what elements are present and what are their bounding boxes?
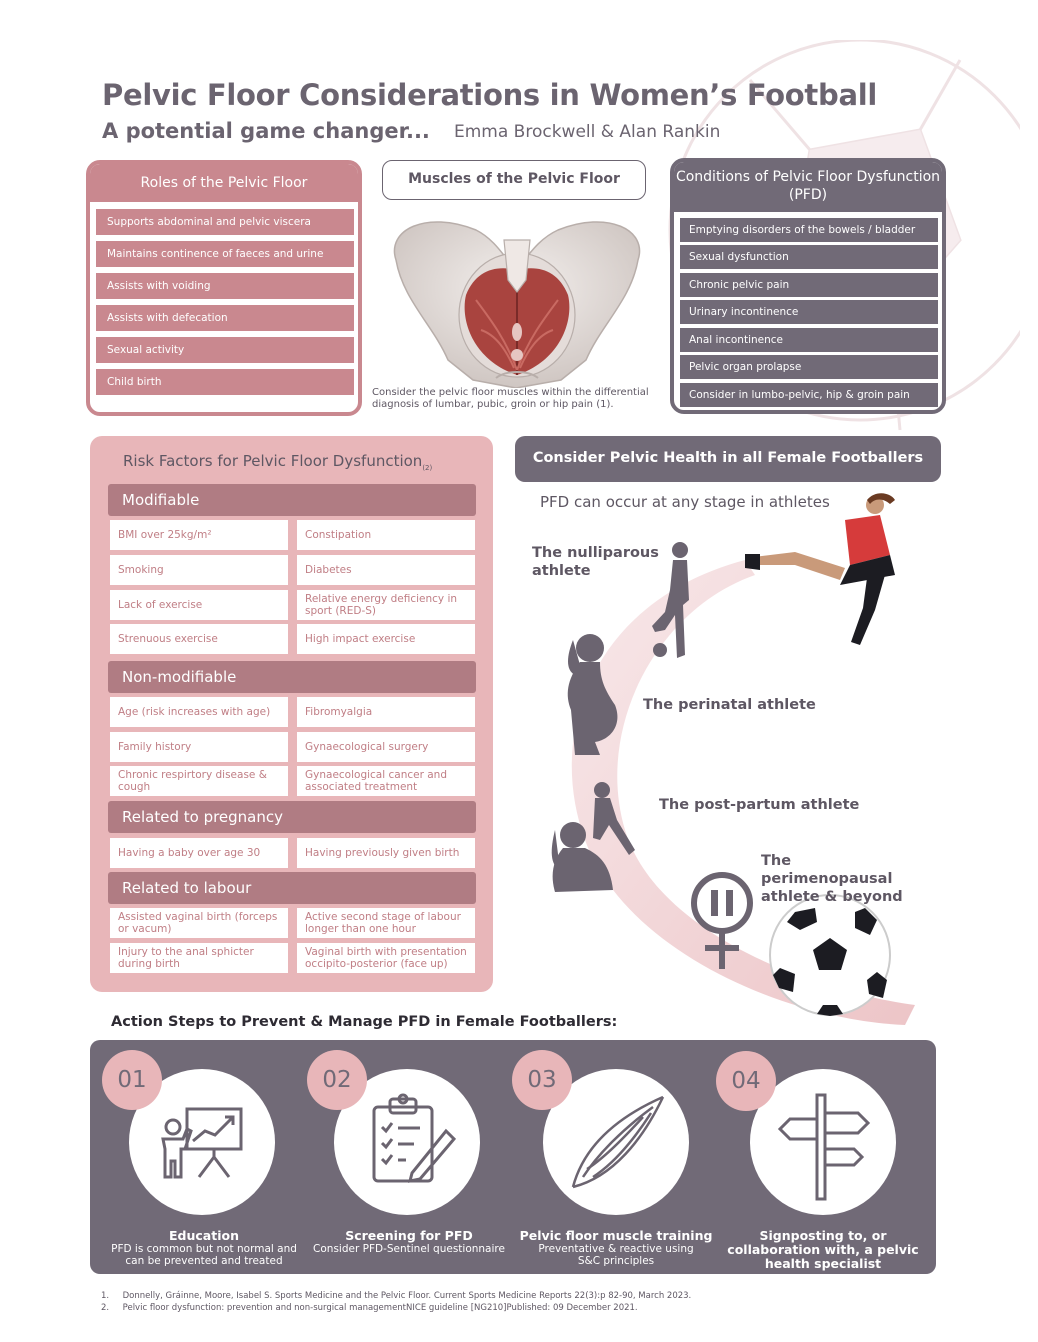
reference-2 xyxy=(101,1303,638,1313)
risk-category-non-modifiable: Non-modifiable xyxy=(108,661,476,693)
risk-factor-cell: Constipation xyxy=(297,520,475,550)
step-1-label: Education xyxy=(169,1228,239,1243)
risk-factor-cell: BMI over 25kg/m² xyxy=(110,520,288,550)
conditions-item: Sexual dysfunction xyxy=(680,245,938,269)
risk-factor-cell: Active second stage of labour longer than one hour xyxy=(297,908,475,938)
action-steps-title: Action Steps to Prevent & Manage PFD in Female Footballers: xyxy=(111,1014,618,1030)
consider-intro: PFD can occur at any stage in athletes xyxy=(540,493,830,511)
conditions-heading: Conditions of Pelvic Floor Dysfunction (PFD) xyxy=(674,162,942,212)
reference-2-text: Pelvic floor dysfunction: prevention and non-surgical managementNICE guideline [NG210]Published: 09 December 2021. xyxy=(122,1303,638,1313)
conditions-item: Anal incontinence xyxy=(680,328,938,352)
roles-item: Sexual activity xyxy=(96,337,354,363)
risk-factors-title xyxy=(123,452,432,472)
conditions-item: Pelvic organ prolapse xyxy=(680,355,938,379)
risk-factor-cell: Gynaecological cancer and associated treatment xyxy=(297,766,475,796)
risk-factor-cell: Gynaecological surgery xyxy=(297,732,475,762)
action-steps-panel xyxy=(90,1040,936,1274)
step-2-number: 02 xyxy=(307,1050,367,1110)
roles-item: Maintains continence of faeces and urine xyxy=(96,241,354,267)
consider-heading: Consider Pelvic Health in all Female Footballers xyxy=(515,436,941,482)
step-4-number: 04 xyxy=(716,1051,776,1111)
risk-factor-cell: Chronic respirtory disease & cough xyxy=(110,766,288,796)
muscles-heading: Muscles of the Pelvic Floor xyxy=(382,160,646,200)
step-1-number: 01 xyxy=(102,1050,162,1110)
risk-factor-cell: Smoking xyxy=(110,555,288,585)
football-illustration xyxy=(770,895,890,1016)
step-4-label: Signposting to, or collaboration with, a pelvic health specialist xyxy=(727,1228,919,1271)
conditions-panel xyxy=(670,158,946,414)
conditions-item: Chronic pelvic pain xyxy=(680,273,938,297)
step-3-description: Preventative & reactive using S&C principles xyxy=(538,1243,694,1267)
risk-factor-cell: High impact exercise xyxy=(297,624,475,654)
stage-postpartum: The post-partum athlete xyxy=(659,797,860,813)
risk-factor-cell: Relative energy deficiency in sport (RED-S) xyxy=(297,590,475,620)
authors: Emma Brockwell & Alan Rankin xyxy=(454,122,721,142)
reference-1 xyxy=(101,1291,691,1301)
risk-factor-cell: Lack of exercise xyxy=(110,590,288,620)
risk-factor-cell: Diabetes xyxy=(297,555,475,585)
pelvis-illustration xyxy=(386,210,648,388)
page-title: Pelvic Floor Considerations in Women’s Football xyxy=(102,78,877,112)
risk-factor-cell: Fibromyalgia xyxy=(297,697,475,727)
conditions-item: Urinary incontinence xyxy=(680,300,938,324)
footballer-illustration xyxy=(745,493,895,645)
roles-item: Supports abdominal and pelvic viscera xyxy=(96,209,354,235)
roles-panel xyxy=(86,160,362,416)
conditions-item: Emptying disorders of the bowels / bladder xyxy=(680,218,938,242)
risk-factor-cell: Strenuous exercise xyxy=(110,624,288,654)
risk-factors-ref: (2) xyxy=(422,464,433,472)
roles-item: Assists with defecation xyxy=(96,305,354,331)
muscles-caption: Consider the pelvic floor muscles within the differential diagnosis of lumbar, pubic, groin or hip pain (1). xyxy=(372,387,649,410)
step-1-description: PFD is common but not normal and can be prevented and treated xyxy=(111,1243,297,1267)
reference-2-number: 2. xyxy=(101,1303,110,1313)
step-2-label: Screening for PFD xyxy=(345,1228,473,1243)
roles-item: Assists with voiding xyxy=(96,273,354,299)
risk-factor-cell: Injury to the anal sphicter during birth xyxy=(110,943,288,973)
step-2-description: Consider PFD-Sentinel questionnaire xyxy=(313,1243,505,1255)
roles-heading: Roles of the Pelvic Floor xyxy=(90,164,358,202)
reference-1-text: Donnelly, Gráinne, Moore, Isabel S. Sports Medicine and the Pelvic Floor. Current Sports Medicine Reports 22(3):p 82-90, March 2023. xyxy=(122,1291,692,1301)
page-subtitle: A potential game changer... xyxy=(102,119,430,143)
risk-factor-cell: Having a baby over age 30 xyxy=(110,838,288,868)
conditions-item: Consider in lumbo-pelvic, hip & groin pain xyxy=(680,383,938,407)
stage-nulliparous: The nulliparous athlete xyxy=(532,545,659,579)
roles-item: Child birth xyxy=(96,369,354,395)
risk-category-labour: Related to labour xyxy=(108,872,476,904)
stage-perimenopausal: The perimenopausal athlete & beyond xyxy=(761,853,903,905)
risk-factors-title-text: Risk Factors for Pelvic Floor Dysfunction xyxy=(123,452,423,470)
step-3-number: 03 xyxy=(512,1050,572,1110)
risk-category-modifiable: Modifiable xyxy=(108,484,476,516)
risk-factor-cell: Family history xyxy=(110,732,288,762)
step-3-label: Pelvic floor muscle training xyxy=(519,1228,713,1243)
risk-factor-cell: Assisted vaginal birth (forceps or vacum) xyxy=(110,908,288,938)
risk-factor-cell: Vaginal birth with presentation occipito-posterior (face up) xyxy=(297,943,475,973)
risk-factor-cell: Age (risk increases with age) xyxy=(110,697,288,727)
risk-factor-cell: Having previously given birth xyxy=(297,838,475,868)
stage-perinatal: The perinatal athlete xyxy=(643,697,816,713)
reference-1-number: 1. xyxy=(101,1291,110,1301)
risk-category-pregnancy: Related to pregnancy xyxy=(108,801,476,833)
